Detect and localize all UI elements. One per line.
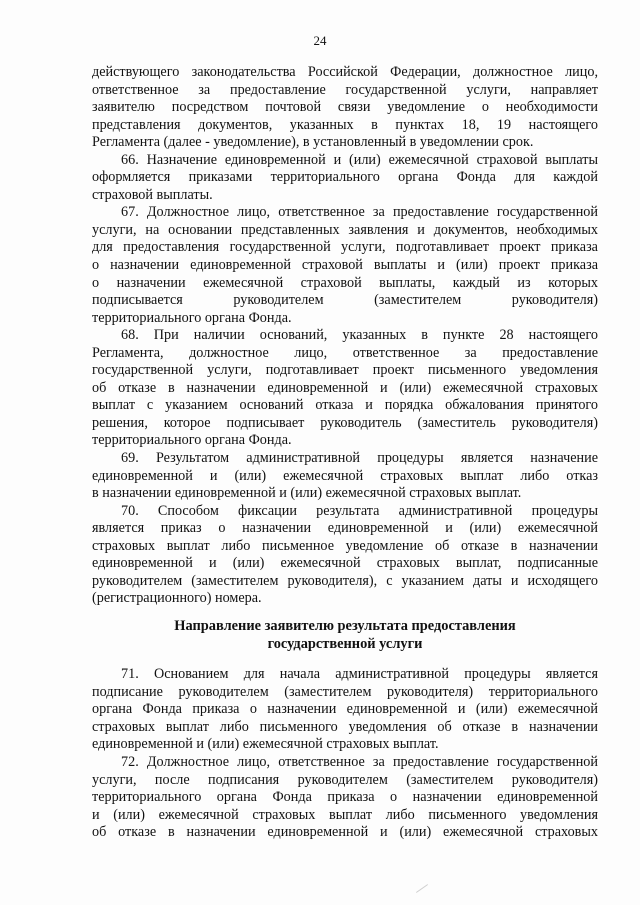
text-line: территориального органа Фонда. [92,432,292,449]
text-line: об отказе в назначении единовременной и (или) ежемесячной страховых [92,824,598,841]
text-line: Регламента, должностное лицо, ответственное за предоставление [92,344,598,361]
text-line: решения, которое подписывает руководитель (заместитель руководителя) [92,414,598,431]
text-line: 69. Результатом административной процедуры является назначение [121,450,598,467]
text-line: 71. Основанием для начала административной процедуры является [121,666,598,682]
text-line: органа Фонда приказа о назначении единовременной и (или) ежемесячной [92,701,598,718]
text-line: для предоставления государственной услуги, подготавливает проект приказа [92,239,598,256]
text-line: страховой выплаты. [92,186,213,203]
text-line: единовременной и (или) ежемесячной страховых выплат, подписанные [92,555,598,572]
text-line: услуги, после подписания руководителем (заместителем руководителя) [92,771,598,788]
text-line: государственной услуги, подготавливает проект письменного уведомления [92,362,598,379]
text-line: подписание руководителем (заместителем руководителя) территориального [92,683,598,700]
text-line: Регламента (далее - уведомление), в установленный в уведомлении срок. [92,134,534,151]
text-line: страховых выплат либо письменное уведомление об отказе в назначении [92,537,598,554]
text-line: заявителю посредством почтовой связи уведомление о необходимости [92,99,598,116]
scan-artifact-mark [416,884,428,893]
text-line: является приказ о назначении единовременной и (или) ежемесячной [92,520,598,537]
text-line: услуги, на основании представленных заявления и документов, необходимых [92,221,598,238]
text-line: о назначении единовременной страховой выплаты и (или) проект приказа [92,257,598,274]
section-heading [92,617,598,653]
text-line: территориального органа Фонда приказа о назначении единовременной [92,789,598,806]
text-line: представления документов, указанных в пунктах 18, 19 настоящего [92,116,598,133]
text-line: в назначении единовременной и (или) ежемесячной страховых выплат. [92,485,522,502]
text-line: страховых выплат либо письменного уведомления об отказе в назначении [92,718,598,735]
text-line: 70. Способом фиксации результата административной процедуры [121,502,598,519]
text-line: выплат с указанием оснований отказа и порядка обжалования принятого [92,397,598,414]
text-line: 66. Назначение единовременной и (или) ежемесячной страховой выплаты [121,151,598,168]
document-body-lower [92,666,598,842]
text-line: о назначении ежемесячной страховой выплаты, каждый из которых [92,274,598,291]
text-line: руководителем (заместителем руководителя), с указанием даты и исходящего [92,572,598,589]
text-line: единовременной и (или) ежемесячной страховых выплат. [92,736,439,753]
text-line: (регистрационного) номера. [92,590,262,607]
text-line: об отказе в назначении единовременной и (или) ежемесячной страховых [92,379,598,396]
text-line: 67. Должностное лицо, ответственное за предоставление государственной [121,204,598,221]
text-line: оформляется приказами территориального органа Фонда для каждой [92,169,598,186]
text-line: ответственное за предоставление государственной услуги, направляет [92,81,598,98]
text-line: территориального органа Фонда. [92,309,292,326]
document-body-upper [92,64,598,608]
section-heading-line-2: государственной услуги [267,636,423,652]
text-line: 72. Должностное лицо, ответственное за предоставление государственной [121,753,598,770]
text-line: 68. При наличии оснований, указанных в пункте 28 настоящего [121,327,598,344]
text-line: единовременной и (или) ежемесячной страховых выплат либо отказ [92,467,598,484]
section-heading-line-1: Направление заявителю результата предоставления [174,618,516,634]
text-line: и (или) ежемесячной страховых выплат либо письменного уведомления [92,806,598,823]
page-number: 24 [313,33,327,48]
text-line: подписывается руководителем (заместителем руководителя) [92,292,598,309]
text-line: действующего законодательства Российской Федерации, должностное лицо, [92,64,598,80]
